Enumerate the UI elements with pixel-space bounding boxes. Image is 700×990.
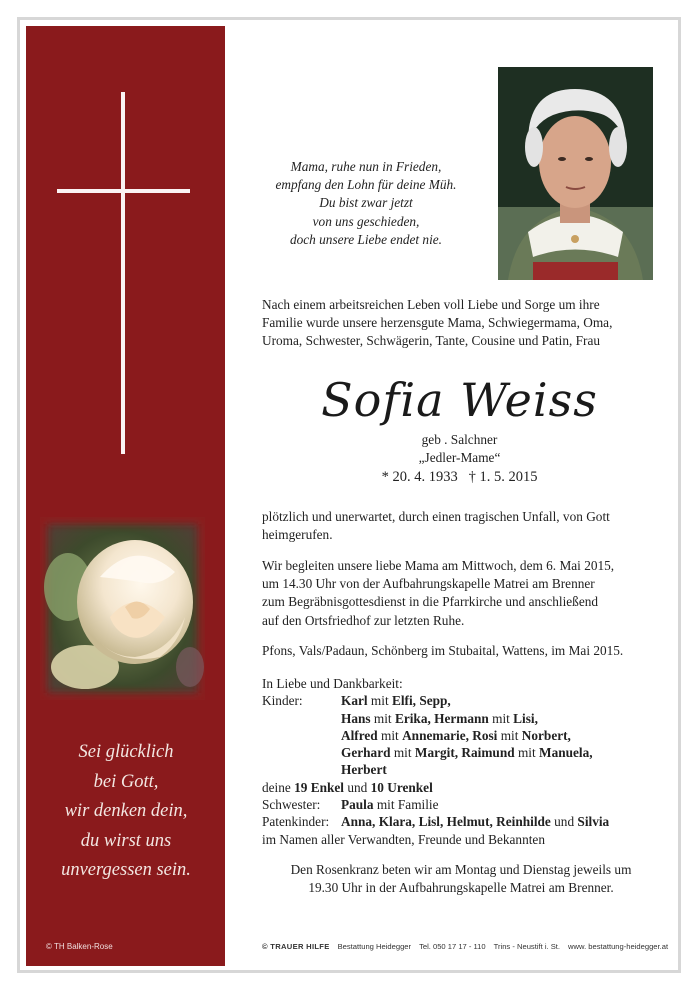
footer-brand: © TRAUER HILFE (262, 942, 330, 951)
closing-line: im Namen aller Verwandten, Freunde und Bekannten (262, 831, 545, 847)
mourners-heading: In Liebe und Dankbarkeit: (262, 676, 403, 691)
poem (240, 158, 492, 249)
funeral-line: Wir begleiten unsere liebe Mama am Mittwoch, dem 6. Mai 2015, (262, 558, 615, 573)
funeral-line: auf den Ortsfriedhof zur letzten Ruhe. (262, 612, 465, 628)
death-line: heimgerufen. (262, 527, 333, 543)
kinder-entry: Herbert (341, 762, 387, 778)
funeral-text (262, 557, 657, 630)
intro-line: Uroma, Schwester, Schwägerin, Tante, Cousine und Patin, Frau (262, 333, 601, 349)
poem-line: Du bist zwar jetzt (319, 195, 413, 211)
side-poem-line: Sei glücklich (78, 742, 174, 762)
nickname: „Jedler-Mame“ (418, 450, 501, 466)
portrait-photo (498, 67, 653, 280)
kinder-entry: Alfred mit Annemarie, Rosi mit Norbert, (341, 727, 571, 743)
rosary-line: 19.30 Uhr in der Aufbahrungskapelle Matrei am Brenner. (308, 880, 614, 896)
deceased-name: Sofia Weiss (321, 373, 598, 427)
enkel-line: deine 19 Enkel und 10 Urenkel (262, 779, 433, 795)
image-copyright: © TH Balken-Rose (46, 942, 113, 951)
poem-line: Mama, ruhe nun in Frieden, (290, 159, 442, 174)
death-text (262, 508, 657, 544)
poem-line: empfang den Lohn für deine Müh. (275, 177, 457, 193)
life-dates: * 20. 4. 1933 † 1. 5. 2015 (381, 469, 538, 486)
poem-line: doch unsere Liebe endet nie. (289, 231, 442, 247)
kinder-entry: Hans mit Erika, Hermann mit Lisi, (341, 710, 538, 726)
side-poem-line: wir denken dein, (64, 801, 188, 821)
funeral-line: um 14.30 Uhr von der Aufbahrungskapelle Matrei am Brenner (262, 576, 595, 592)
footer (262, 942, 669, 951)
rosary-text (262, 861, 660, 897)
places-line: Pfons, Vals/Padaun, Schönberg im Stubaital, Wattens, im Mai 2015. (262, 643, 624, 658)
footer-web[interactable]: www. bestattung-heidegger.at (568, 942, 669, 951)
cross-icon-bar (57, 189, 190, 193)
side-poem-line: du wirst uns (80, 830, 172, 851)
side-poem-line: unvergessen sein. (61, 860, 191, 880)
footer-company: Bestattung Heidegger (337, 942, 412, 951)
intro-line: Nach einem arbeitsreichen Leben voll Liebe und Sorge um ihre (262, 297, 600, 312)
mourners (262, 675, 662, 848)
intro-line: Familie wurde unsere herzensgute Mama, Schwiegermama, Oma, (262, 315, 613, 331)
footer-place: Trins - Neustift i. St. (493, 942, 561, 951)
cross-icon (121, 92, 125, 454)
footer-phone: Tel. 050 17 17 - 110 (419, 942, 486, 951)
kinder-entry: Gerhard mit Margit, Raimund mit Manuela, (341, 745, 593, 761)
paten-row: Patenkinder: Anna, Klara, Lisl, Helmut, Reinhilde und Silvia (262, 814, 610, 830)
schwester-row: Schwester: Paula mit Familie (262, 797, 439, 813)
side-poem-line: bei Gott, (93, 771, 159, 792)
intro-text (262, 296, 657, 351)
birth-name: geb . Salchner (421, 432, 498, 447)
kinder-row (262, 692, 662, 709)
funeral-line: zum Begräbnisgottesdienst in die Pfarrkirche und anschließend (262, 594, 599, 610)
kinder-entry: Karl mit Elfi, Sepp, (341, 693, 451, 709)
kinder-label: Kinder: (262, 693, 303, 709)
rose-image (40, 517, 205, 700)
death-line: plötzlich und unerwartet, durch einen tragischen Unfall, von Gott (262, 509, 610, 524)
name-details (262, 431, 657, 487)
side-poem (40, 738, 212, 886)
rosary-line: Den Rosenkranz beten wir am Montag und Dienstag jeweils um (290, 862, 632, 877)
poem-line: von uns geschieden, (312, 213, 420, 229)
